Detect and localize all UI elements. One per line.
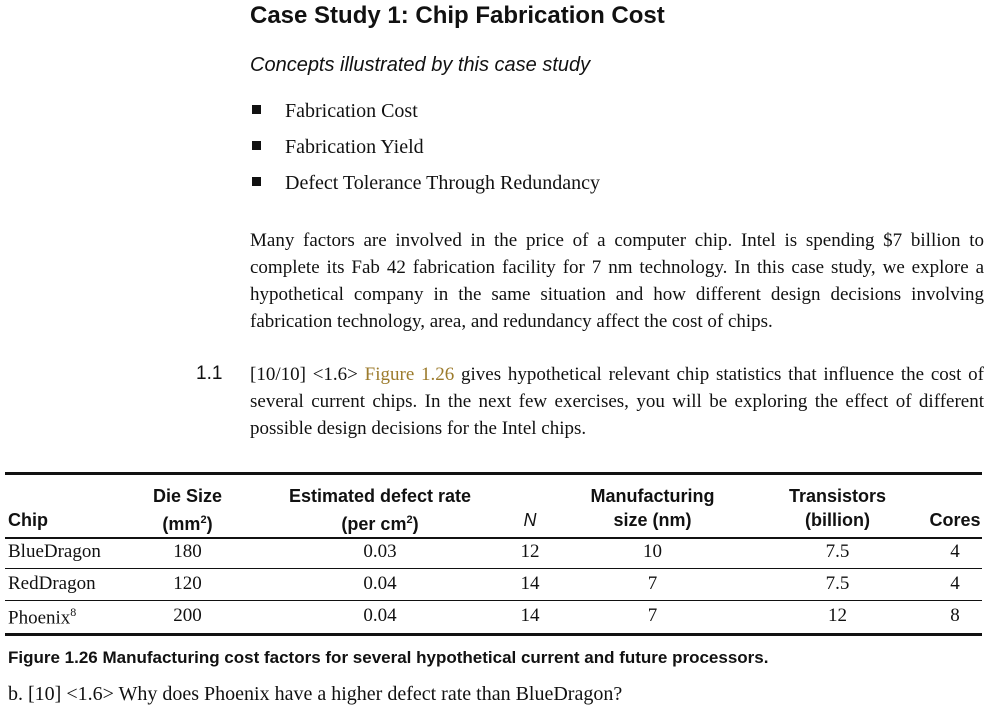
table-cell-chip: RedDragon (8, 573, 96, 594)
exercise-text (250, 361, 984, 442)
bullet-square-icon (252, 141, 261, 150)
table-cell: 120 (173, 573, 202, 594)
bullet-square-icon (252, 105, 261, 114)
table-cell: 10 (643, 541, 662, 562)
exercise-number: 1.1 (196, 363, 223, 384)
question-text: b. [10] <1.6> Why does Phoenix have a higher defect rate than BlueDragon? (8, 683, 623, 705)
table-cell: 4 (950, 541, 960, 562)
concept-item (252, 172, 600, 195)
table-cell: 7 (647, 573, 658, 594)
table-cell: 0.04 (363, 605, 397, 626)
bullet-square-icon (252, 177, 261, 186)
concepts-label: Concepts illustrated by this case study (250, 54, 591, 76)
header-cores: Cores (929, 510, 981, 530)
table-cell: 7.5 (825, 541, 850, 562)
table-cell: 7.5 (825, 573, 850, 594)
concept-item (252, 100, 418, 123)
header-manufacturing: Manufacturing size (nm) (590, 486, 715, 530)
header-n: N (523, 510, 537, 530)
concept-text: Defect Tolerance Through Redundancy (285, 172, 600, 194)
table-cell: 4 (950, 573, 960, 594)
table-cell: 14 (520, 605, 540, 626)
figure-link[interactable]: Figure 1.26 (364, 364, 455, 385)
table-cell: 14 (520, 573, 540, 594)
table-cell-chip: BlueDragon (8, 541, 101, 562)
concept-text: Fabrication Yield (285, 136, 424, 158)
table-cell-chip: Phoenix$^8$ (8, 605, 77, 629)
header-chip: Chip (8, 510, 48, 530)
table-cell: 7 (647, 605, 658, 626)
table-cell: 12 (520, 541, 540, 562)
header-transistors: Transistors (billion) (788, 486, 887, 530)
table-cell: 200 (173, 605, 202, 626)
intro-paragraph: Many factors are involved in the price of a computer chip. Intel is spending $7 billion to complete its Fab 42 fabrication facility for 7 nm technology. In this case study, we explore a hypothetical company in the same situation and how different design decisions involving fabrication technology, area, and redundancy affect the cost of chips. (250, 230, 984, 332)
header-defect-rate: Estimated defect rate (per $cm^2$) (288, 486, 472, 534)
header-die-size: Die Size $(mm^2)$ (152, 486, 223, 534)
table-cell: 180 (173, 541, 202, 562)
concept-item (252, 136, 424, 159)
exercise-body: gives hypothetical relevant chip statistics that influence the cost of several current chips. In the next few exercises, you will be exploring the effect of different possible design decisions for the Intel chips. (250, 364, 985, 439)
figure-caption: Figure 1.26 Manufacturing cost factors for several hypothetical current and future processors. (8, 648, 769, 667)
table-top-rule (5, 472, 982, 475)
table-bottom-rule (5, 633, 982, 636)
exercise-tag: [10/10] <1.6> (250, 364, 358, 385)
header-rule (5, 537, 982, 539)
table-cell: 8 (950, 605, 960, 626)
table-cell: 12 (828, 605, 847, 626)
table-cell: 0.03 (363, 541, 397, 562)
row-divider (5, 568, 982, 569)
concept-text: Fabrication Cost (285, 100, 418, 122)
row-divider (5, 600, 982, 601)
table-cell: 0.04 (363, 573, 397, 594)
case-study-title: Case Study 1: Chip Fabrication Cost (250, 2, 665, 29)
